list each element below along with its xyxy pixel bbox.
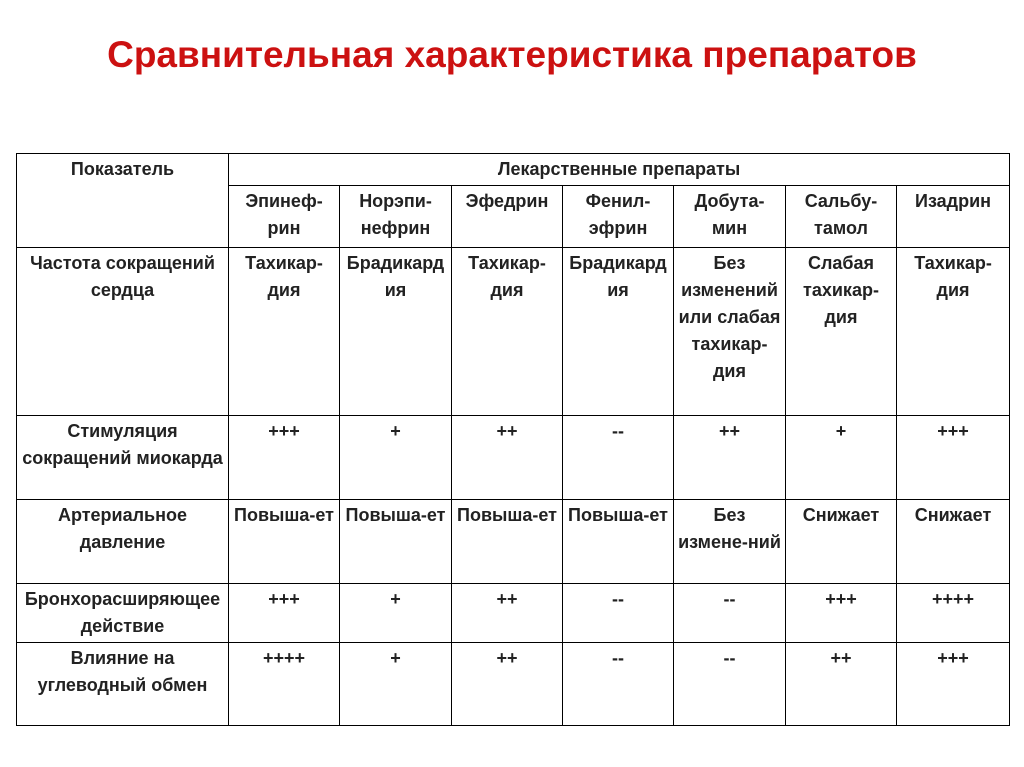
- row-label: Стимуляция сокращений миокарда: [17, 416, 229, 500]
- row-label: Артериальное давление: [17, 500, 229, 584]
- table-cell: Тахикар-дия: [897, 248, 1010, 416]
- table-cell: ++: [452, 416, 563, 500]
- table-cell: ++++: [229, 643, 340, 726]
- row-label: Бронхорасширяющее действие: [17, 584, 229, 643]
- table-row: [17, 248, 1010, 416]
- drug-header: Изадрин: [897, 186, 1010, 248]
- table-cell: Тахикар-дия: [229, 248, 340, 416]
- drug-header: Норэпи-нефрин: [340, 186, 452, 248]
- table-cell: ++: [674, 416, 786, 500]
- row-label: Частота сокращений сердца: [17, 248, 229, 416]
- table-cell: ++: [786, 643, 897, 726]
- table-row: [17, 500, 1010, 584]
- table-cell: Повыша-ет: [563, 500, 674, 584]
- drugs-group-header: Лекарственные препараты: [229, 154, 1010, 186]
- table-cell: ++: [452, 584, 563, 643]
- table-cell: Брадикардия: [563, 248, 674, 416]
- table-cell: Снижает: [786, 500, 897, 584]
- table-cell: Снижает: [897, 500, 1010, 584]
- table-cell: Без измене-ний: [674, 500, 786, 584]
- indicator-header: Показатель: [17, 154, 229, 248]
- table-row: [17, 584, 1010, 643]
- table-row: [17, 643, 1010, 726]
- table-cell: +: [340, 584, 452, 643]
- table-cell: ++++: [897, 584, 1010, 643]
- table-cell: +++: [897, 416, 1010, 500]
- table-cell: Слабая тахикар-дия: [786, 248, 897, 416]
- table-cell: --: [563, 643, 674, 726]
- table-cell: --: [674, 584, 786, 643]
- row-label: Влияние на углеводный обмен: [17, 643, 229, 726]
- table-cell: Тахикар-дия: [452, 248, 563, 416]
- table-cell: +++: [229, 584, 340, 643]
- table-cell: Повыша-ет: [452, 500, 563, 584]
- table-cell: Брадикардия: [340, 248, 452, 416]
- table-cell: ++: [452, 643, 563, 726]
- table-cell: +: [786, 416, 897, 500]
- table-cell: +++: [897, 643, 1010, 726]
- drug-header: Эпинеф-рин: [229, 186, 340, 248]
- drug-header: Сальбу-тамол: [786, 186, 897, 248]
- table-cell: +++: [786, 584, 897, 643]
- table-cell: +++: [229, 416, 340, 500]
- table-cell: --: [563, 416, 674, 500]
- table-cell: Повыша-ет: [229, 500, 340, 584]
- table-cell: --: [563, 584, 674, 643]
- drug-header: Фенил-эфрин: [563, 186, 674, 248]
- table-row: [17, 416, 1010, 500]
- table-cell: Без изменений или слабая тахикар-дия: [674, 248, 786, 416]
- table-cell: +: [340, 416, 452, 500]
- drug-header: Добута-мин: [674, 186, 786, 248]
- table-cell: --: [674, 643, 786, 726]
- page-title: Сравнительная характеристика препаратов: [107, 34, 917, 75]
- table-cell: +: [340, 643, 452, 726]
- table-cell: Повыша-ет: [340, 500, 452, 584]
- comparison-table: [16, 153, 1010, 726]
- drug-header: Эфедрин: [452, 186, 563, 248]
